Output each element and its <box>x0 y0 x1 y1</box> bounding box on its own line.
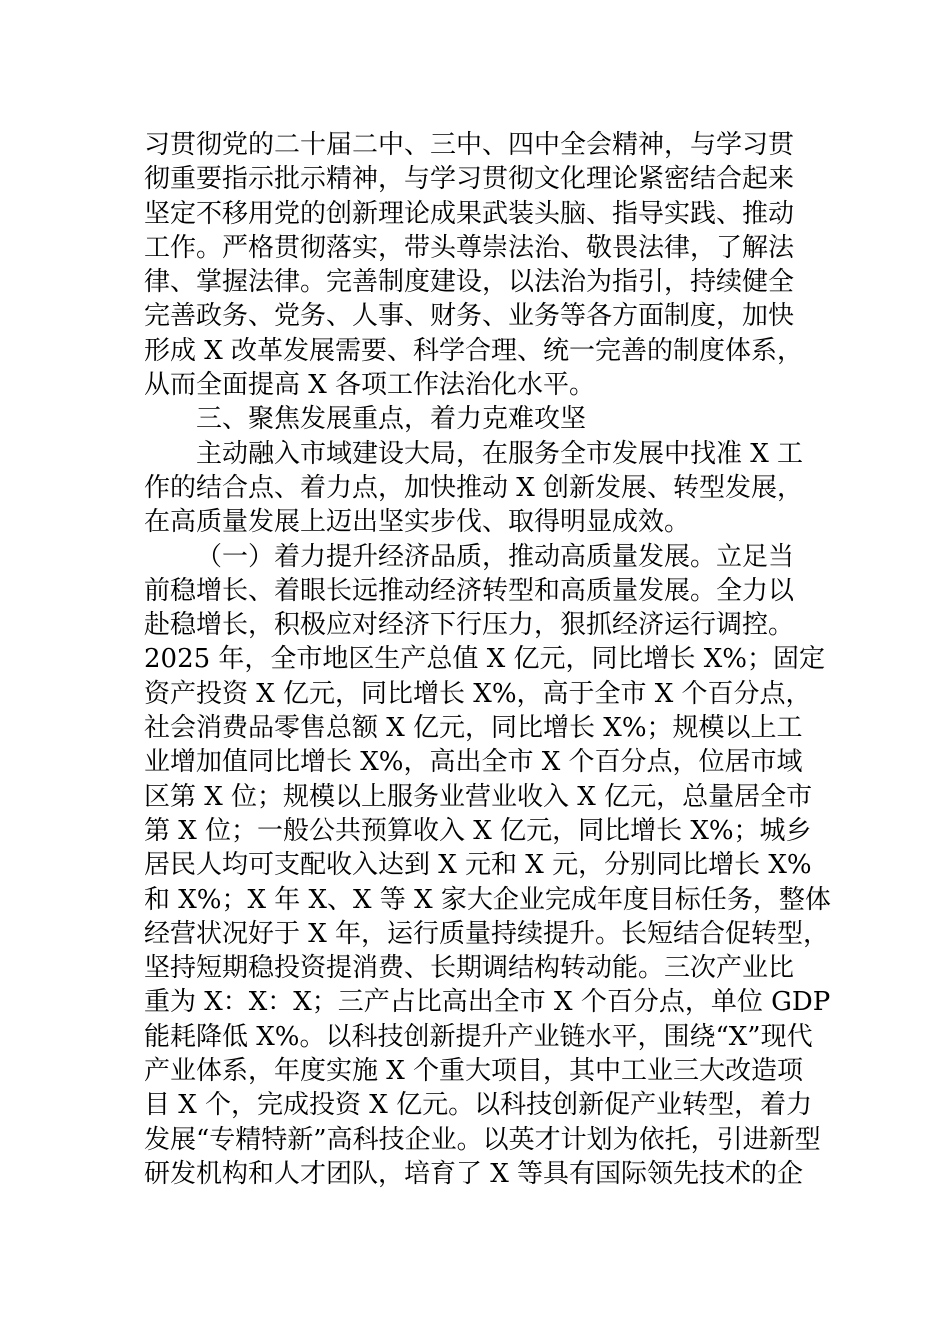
text-line: 社会消费品零售总额 X 亿元，同比增长 X%；规模以上工 <box>144 713 803 744</box>
text-line: 工作。严格贯彻落实，带头尊崇法治、敬畏法律，了解法 <box>144 232 795 263</box>
text-line: 律、掌握法律。完善制度建设，以法治为指引，持续健全 <box>144 267 795 298</box>
text-line: 在高质量发展上迈出坚实步伐、取得明显成效。 <box>144 507 691 538</box>
text-line: 产业体系，年度实施 X 个重大项目，其中工业三大改造项 <box>144 1056 804 1087</box>
text-line: 资产投资 X 亿元，同比增长 X%，高于全市 X 个百分点， <box>144 678 812 709</box>
text-line: 彻重要指示批示精神，与学习贯彻文化理论紧密结合起来 <box>144 164 795 195</box>
text-line: （一）着力提升经济品质，推动高质量发展。立足当 <box>196 541 795 572</box>
section-heading-text: 三、聚焦发展重点，着力克难攻坚 <box>196 404 587 435</box>
text-line: 坚持短期稳投资提消费、长期调结构转动能。三次产业比 <box>144 953 795 984</box>
text-line: 研发机构和人才团队，培育了 X 等具有国际领先技术的企 <box>144 1158 804 1189</box>
text-line: 完善政务、党务、人事、财务、业务等各方面制度，加快 <box>144 301 795 332</box>
paragraph-law-based-governance <box>144 128 824 402</box>
text-line: 区第 X 位；规模以上服务业营业收入 X 亿元，总量居全市 <box>144 781 813 812</box>
text-line: 居民人均可支配收入达到 X 元和 X 元，分别同比增长 X% <box>144 850 812 881</box>
text-line: 形成 X 改革发展需要、科学合理、统一完善的制度体系， <box>144 335 804 366</box>
text-line: 和 X%；X 年 X、X 等 X 家大企业完成年度目标任务，整体 <box>144 884 831 915</box>
text-line: 能耗降低 X%。以科技创新提升产业链水平，围绕“X”现代 <box>144 1021 813 1052</box>
document-body <box>144 128 831 1191</box>
text-line: 从而全面提高 X 各项工作法治化水平。 <box>144 370 596 401</box>
text-line: 经营状况好于 X 年，运行质量持续提升。长短结合促转型， <box>144 918 830 949</box>
section-heading <box>144 402 824 436</box>
paragraph-development-focus <box>144 437 824 540</box>
text-line: 目 X 个，完成投资 X 亿元。以科技创新促产业转型，着力 <box>144 1090 813 1121</box>
text-line: 第 X 位；一般公共预算收入 X 亿元，同比增长 X%；城乡 <box>144 815 812 846</box>
text-line: 业增加值同比增长 X%，高出全市 X 个百分点，位居市域 <box>144 747 803 778</box>
text-line: 作的结合点、着力点，加快推动 X 创新发展、转型发展， <box>144 472 804 503</box>
text-line: 2025 年，全市地区生产总值 X 亿元，同比增长 X%；固定 <box>144 644 825 675</box>
text-line: 前稳增长、着眼长远推动经济转型和高质量发展。全力以 <box>144 575 795 606</box>
text-line: 主动融入市域建设大局，在服务全市发展中找准 X 工 <box>196 438 804 469</box>
paragraph-economic-quality <box>144 540 831 1192</box>
text-line: 坚定不移用党的创新理论成果武装头脑、指导实践、推动 <box>144 198 795 229</box>
text-line: 习贯彻党的二十届二中、三中、四中全会精神，与学习贯 <box>144 130 795 160</box>
text-line: 赴稳增长，积极应对经济下行压力，狠抓经济运行调控。 <box>144 610 795 641</box>
text-line: 重为 X：X：X；三产占比高出全市 X 个百分点，单位 GDP <box>144 987 831 1018</box>
text-line: 发展“专精特新”高科技企业。以英才计划为依托，引进新型 <box>144 1124 821 1155</box>
